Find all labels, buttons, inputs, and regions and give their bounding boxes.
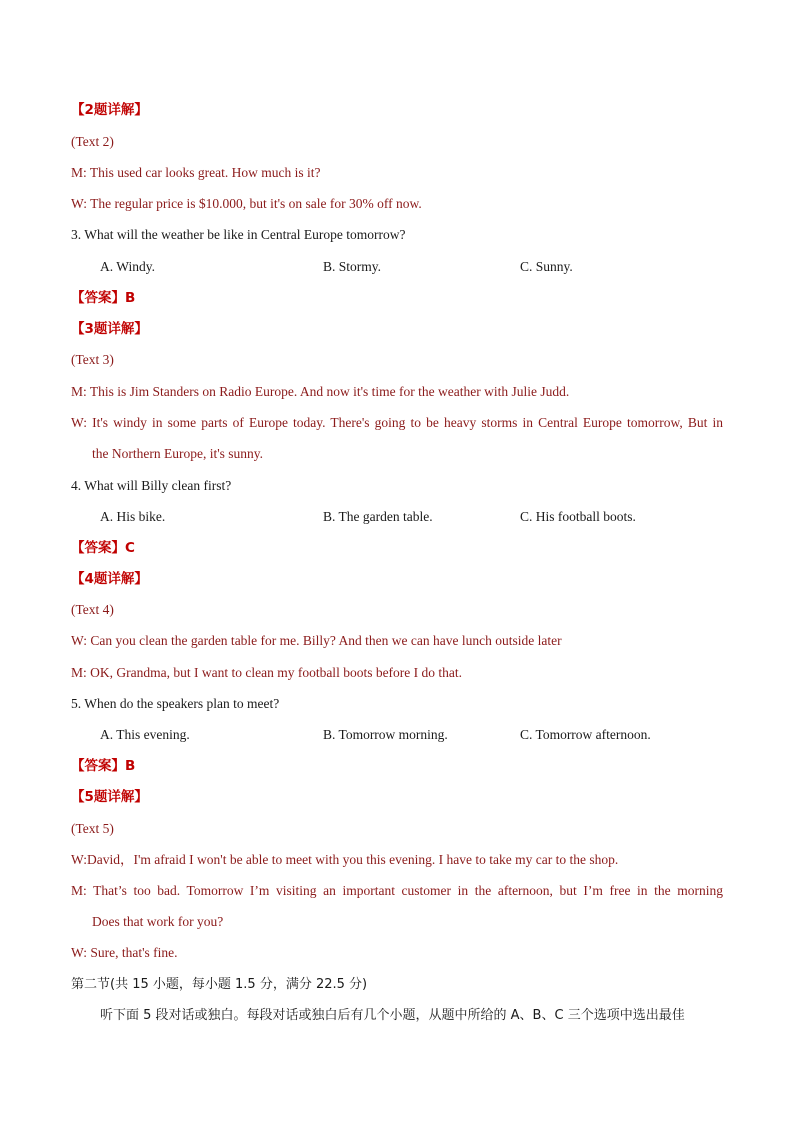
q2-dialogue-line-1: M: This used car looks great. How much is it? — [71, 165, 321, 180]
q5-question: 5. When do the speakers plan to meet? — [71, 696, 280, 711]
q3-option-b: B. Stormy. — [323, 259, 382, 274]
q5-option-c: C. Tomorrow afternoon. — [520, 727, 651, 742]
q4-question: 4. What will Billy clean first? — [71, 478, 232, 493]
q5-dialogue-line-2a: M: That’s too bad. Tomorrow I’m visiting an important customer in the afternoon, but I’m free in the morning — [71, 883, 723, 898]
q3-option-c: C. Sunny. — [520, 259, 573, 274]
q2-text-label: (Text 2) — [71, 134, 114, 149]
q5-option-b: B. Tomorrow morning. — [323, 727, 448, 742]
q5-detail-heading: 【5题详解】 — [71, 789, 148, 805]
q4-option-b: B. The garden table. — [323, 509, 433, 524]
q4-dialogue-line-2: M: OK, Grandma, but I want to clean my football boots before I do that. — [71, 665, 463, 680]
q3-question: 3. What will the weather be like in Central Europe tomorrow? — [71, 227, 406, 242]
q3-option-a: A. Windy. — [100, 259, 155, 274]
q3-dialogue-line-1: M: This is Jim Standers on Radio Europe. And now it's time for the weather with Julie Judd. — [71, 384, 570, 399]
q4-text-label: (Text 4) — [71, 602, 114, 617]
q3-text-label: (Text 3) — [71, 352, 114, 367]
q3-detail-heading: 【3题详解】 — [71, 321, 148, 337]
q5-option-a: A. This evening. — [100, 727, 190, 742]
q4-detail-heading: 【4题详解】 — [71, 571, 148, 587]
q3-dialogue-line-2a: W: It's windy in some parts of Europe today. There's going to be heavy storms in Central Europe tomorrow, But in — [71, 415, 723, 430]
q4-option-c: C. His football boots. — [520, 509, 636, 524]
q3-answer: 【答案】B — [71, 290, 136, 306]
section2-title: 第二节(共 15 小题，每小题 1.5 分，满分 22.5 分) — [71, 977, 368, 992]
q5-answer: 【答案】B — [71, 758, 136, 774]
section2-instruction: 听下面 5 段对话或独白。每段对话或独白后有几个小题，从题中所给的 A、B、C 三个选项中选出最佳 — [100, 1008, 685, 1023]
q4-dialogue-line-1: W: Can you clean the garden table for me. Billy? And then we can have lunch outside later — [71, 633, 562, 648]
q2-dialogue-line-2: W: The regular price is $10.000, but it's on sale for 30% off now. — [71, 196, 422, 211]
q4-option-a: A. His bike. — [100, 509, 166, 524]
q3-dialogue-line-2b: the Northern Europe, it's sunny. — [92, 446, 264, 461]
q5-dialogue-line-2b: Does that work for you? — [92, 914, 224, 929]
q5-dialogue-line-3: W: Sure, that's fine. — [71, 945, 178, 960]
q4-answer: 【答案】C — [71, 540, 135, 556]
q2-detail-heading: 【2题详解】 — [71, 102, 148, 118]
q5-dialogue-line-1: W:David，I'm afraid I won't be able to meet with you this evening. I have to take my car to the shop. — [71, 852, 619, 867]
q5-text-label: (Text 5) — [71, 821, 114, 836]
